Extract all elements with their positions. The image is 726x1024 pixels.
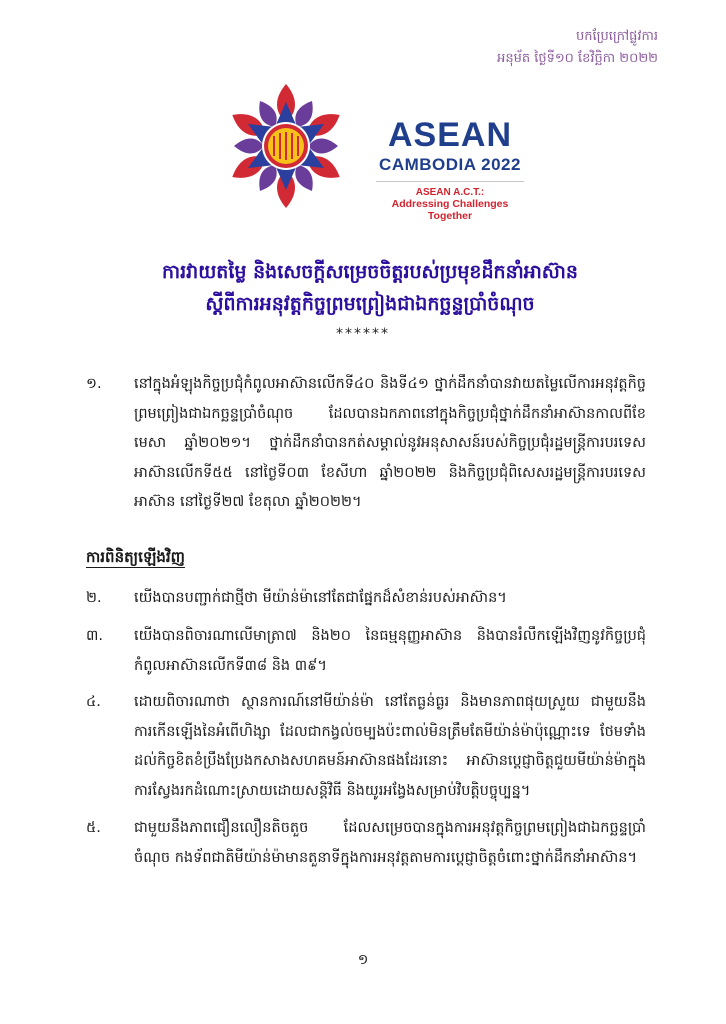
page-number: ១ [357, 952, 369, 968]
logo-act-text: ASEAN A.C.T.: [415, 187, 485, 198]
logo-tagline: Addressing Challenges Together [391, 198, 509, 222]
paragraph-number: ៣. [86, 628, 103, 644]
paragraph-1 [86, 370, 646, 518]
section-heading-review: ការពិនិត្យឡើងវិញ [86, 548, 185, 566]
paragraph-3 [86, 622, 646, 681]
document-title-line-2: ស្តីពីការអនុវត្តកិច្ចព្រមព្រៀងជាឯកច្ឆន្ទប្រាំចំណុច [205, 293, 535, 315]
logo-divider [376, 181, 524, 182]
asean-emblem-icon [222, 82, 350, 210]
paragraph-text: យើងបានពិចារណាលើមាត្រា៧ និង២០ នៃធម្មនុញ្ញអាស៊ាន និងបានរំលឹកឡើងវិញនូវកិច្ចប្រជុំកំពូលអាស៊ានលើកទី៣៨ និង ៣៩។ [134, 628, 646, 674]
paragraph-number: ១. [86, 376, 102, 392]
paragraph-number: ២. [86, 590, 102, 606]
title-separator-stars: ****** [336, 326, 390, 342]
header-line-2: អនុម័ត ថ្ងៃទី១០ ខែវិច្ឆិកា ២០២២ [497, 51, 658, 66]
paragraph-2 [86, 584, 646, 614]
asean-cambodia-logo [222, 82, 522, 222]
paragraph-text: ជាមួយនឹងភាពជឿនលឿនតិចតួច ដែលសម្រេចបានក្នុងការអនុវត្តកិច្ចព្រមព្រៀងជាឯកច្ឆន្ទប្រាំចំណុច កងទ័ពជាតិមីយ៉ាន់ម៉ាមានតួនាទីក្នុងការអនុវត្តតាមការប្តេជ្ញាចិត្តចំពោះថ្នាក់ដឹកនាំអាស៊ាន។ [134, 820, 646, 866]
unofficial-translation-note [497, 26, 658, 70]
paragraph-number: ៥. [86, 820, 101, 836]
logo-asean-text: ASEAN [387, 116, 513, 154]
paragraph-text: នៅក្នុងអំឡុងកិច្ចប្រជុំកំពូលអាស៊ានលើកទី៤០ និងទី៤១ ថ្នាក់ដឹកនាំបានវាយតម្លៃលើការអនុវត្តកិច្ចព្រមព្រៀងជាឯកច្ឆន្ទប្រាំចំណុច ដែលបានឯកភាពនៅក្នុងកិច្ចប្រជុំថ្នាក់ដឹកនាំអាស៊ានកាលពីខែមេសា ឆ្នាំ២០២១។ ថ្នាក់ដឹកនាំបានកត់សម្គាល់នូវអនុសាសន៍របស់កិច្ចប្រជុំរដ្ឋមន្ត្រីការបរទេសអាស៊ានលើកទី៥៥ នៅថ្ងៃទី០៣ ខែសីហា ឆ្នាំ២០២២ និងកិច្ចប្រជុំពិសេសរដ្ឋមន្ត្រីការបរទេសអាស៊ាន នៅថ្ងៃទី២៧ ខែតុលា ឆ្នាំ២០២២។ [134, 376, 646, 510]
paragraph-text: យើងបានបញ្ជាក់ជាថ្មីថា មីយ៉ាន់ម៉ានៅតែជាផ្នែកដ៏សំខាន់របស់អាស៊ាន។ [134, 590, 507, 606]
paragraph-5 [86, 814, 646, 873]
paragraph-text: ដោយពិចារណាថា ស្ថានការណ៍នៅមីយ៉ាន់ម៉ា នៅតែធ្ងន់ធ្ងរ និងមានភាពផុយស្រួយ ជាមួយនឹងការកើនឡើងនៃអំពើហិង្សា ដែលជាកង្វល់ចម្បងប៉ះពាល់មិនត្រឹមតែមីយ៉ាន់ម៉ាប៉ុណ្ណោះទេ ថែមទាំងដល់កិច្ចខិតខំប្រឹងប្រែងកសាងសហគមន៍អាស៊ានផងដែរនោះ អាស៊ានប្តេជ្ញាចិត្តជួយមីយ៉ាន់ម៉ាក្នុងការស្វែងរកដំណោះស្រាយដោយសន្តិវិធី និងយូរអង្វែងសម្រាប់វិបត្តិបច្ចុប្បន្ន។ [134, 694, 646, 799]
paragraph-4 [86, 688, 646, 806]
paragraph-number: ៤. [86, 694, 101, 710]
logo-wordmark [370, 118, 530, 222]
logo-cambodia-text: CAMBODIA 2022 [379, 155, 521, 174]
header-line-1: បកប្រែក្រៅផ្លូវការ [575, 29, 658, 44]
document-title-line-1: ការវាយតម្លៃ និងសេចក្តីសម្រេចចិត្តរបស់ប្រមុខដឹកនាំអាស៊ាន [162, 261, 578, 283]
